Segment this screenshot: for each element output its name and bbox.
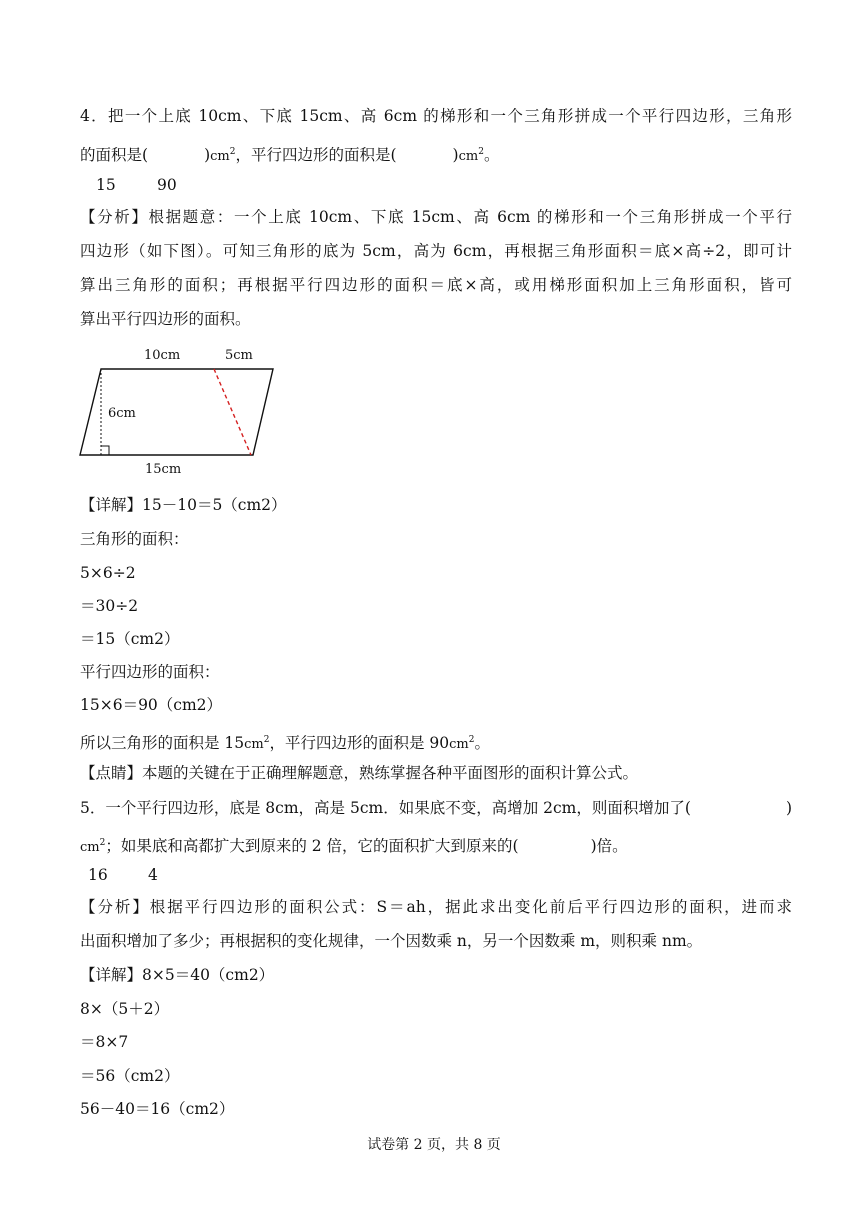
q4-text: 所以三角形的面积是 15 — [80, 734, 245, 752]
q4-sup: 2 — [468, 735, 475, 745]
right-angle-mark — [101, 446, 109, 455]
parallelogram-diagram — [70, 340, 290, 480]
q5-text: ) — [785, 799, 792, 817]
q5-sup: 2 — [99, 838, 106, 848]
q5-detail-line4: ＝56（cm2） — [80, 1067, 180, 1085]
q4-detail-line1: 【详解】15－10＝5（cm2） — [80, 496, 287, 514]
q4-question-line2 — [80, 141, 499, 168]
q4-sup: 2 — [263, 735, 270, 745]
q4-unit: cm — [244, 737, 264, 752]
q4-detail-line6: 平行四边形的面积： — [80, 663, 220, 681]
q4-analysis-line4: 算出平行四边形的面积。 — [80, 310, 251, 328]
page-footer: 试卷第 2 页，共 8 页 — [367, 1137, 501, 1153]
q4-analysis-line1: 【分析】根据题意：一个上底 10cm、下底 15cm、高 6cm 的梯形和一个三角形拼成一个平行 — [80, 208, 792, 226]
q4-conclusion — [80, 729, 490, 756]
q4-text: ) — [452, 146, 459, 164]
q4-sup: 2 — [478, 147, 484, 157]
q4-analysis-line2: 四边形（如下图）。可知三角形的底为 5cm，高为 6cm，再根据三角形面积＝底×高÷2，即可计 — [80, 242, 792, 260]
q4-question-line1: 4．把一个上底 10cm、下底 15cm、高 6cm 的梯形和一个三角形拼成一个平行四边形，三角形 — [80, 107, 792, 125]
q4-detail-line4: ＝30÷2 — [80, 597, 139, 615]
q4-unit: cm — [458, 149, 479, 164]
q5-text: 5．一个平行四边形，底是 8cm，高是 5cm．如果底不变，高增加 2cm，则面积增加了( — [80, 799, 691, 817]
q5-unit: cm — [80, 840, 100, 855]
q4-text: 。 — [483, 146, 500, 164]
q4-answer-2: 90 — [157, 176, 177, 194]
q5-text: )倍。 — [590, 837, 628, 855]
top-right-label: 5cm — [225, 348, 253, 363]
q4-detail-line3: 5×6÷2 — [80, 564, 136, 582]
height-label: 6cm — [108, 406, 136, 421]
q5-detail-line1: 【详解】8×5＝40（cm2） — [80, 966, 275, 984]
q4-text: 的面积是( — [80, 146, 149, 164]
q4-answer-1: 15 — [96, 176, 116, 194]
q5-detail-line5: 56－40＝16（cm2） — [80, 1100, 235, 1118]
q5-question-line2 — [80, 832, 628, 859]
q4-unit: cm — [210, 149, 230, 164]
q5-answer-2: 4 — [148, 866, 158, 884]
q4-analysis-line3: 算出三角形的面积；再根据平行四边形的面积＝底×高，或用梯形面积加上三角形面积，皆可 — [80, 276, 792, 294]
q5-analysis-line1: 【分析】根据平行四边形的面积公式：S＝ah，据此求出变化前后平行四边形的面积，进而求 — [80, 898, 792, 916]
q5-detail-line2: 8×（5＋2） — [80, 1000, 170, 1018]
q4-sup: 2 — [229, 147, 236, 157]
q5-detail-line3: ＝8×7 — [80, 1033, 129, 1051]
q4-detail-line2: 三角形的面积： — [80, 530, 189, 548]
q4-text: ，平行四边形的面积是 90 — [269, 734, 450, 752]
q4-text: ) — [204, 146, 211, 164]
q4-detail-line5: ＝15（cm2） — [80, 630, 180, 648]
q4-text: 。 — [474, 734, 491, 752]
q5-analysis-line2: 出面积增加了多少；再根据积的变化规律，一个因数乘 n，另一个因数乘 m，则积乘 nm。 — [80, 932, 703, 950]
top-base-label: 10cm — [144, 348, 181, 363]
bottom-base-label: 15cm — [145, 462, 182, 477]
q4-text: ，平行四边形的面积是( — [235, 146, 397, 164]
q4-comment: 【点睛】本题的关键在于正确理解题意，熟练掌握各种平面图形的面积计算公式。 — [80, 764, 639, 782]
q5-answer-1: 16 — [88, 866, 108, 884]
q4-unit: cm — [449, 737, 469, 752]
q5-question-line1 — [80, 797, 792, 819]
q5-text: ；如果底和高都扩大到原来的 2 倍，它的面积扩大到原来的( — [105, 837, 519, 855]
q4-detail-line7: 15×6＝90（cm2） — [80, 696, 223, 714]
triangle-cut-line — [214, 369, 251, 455]
